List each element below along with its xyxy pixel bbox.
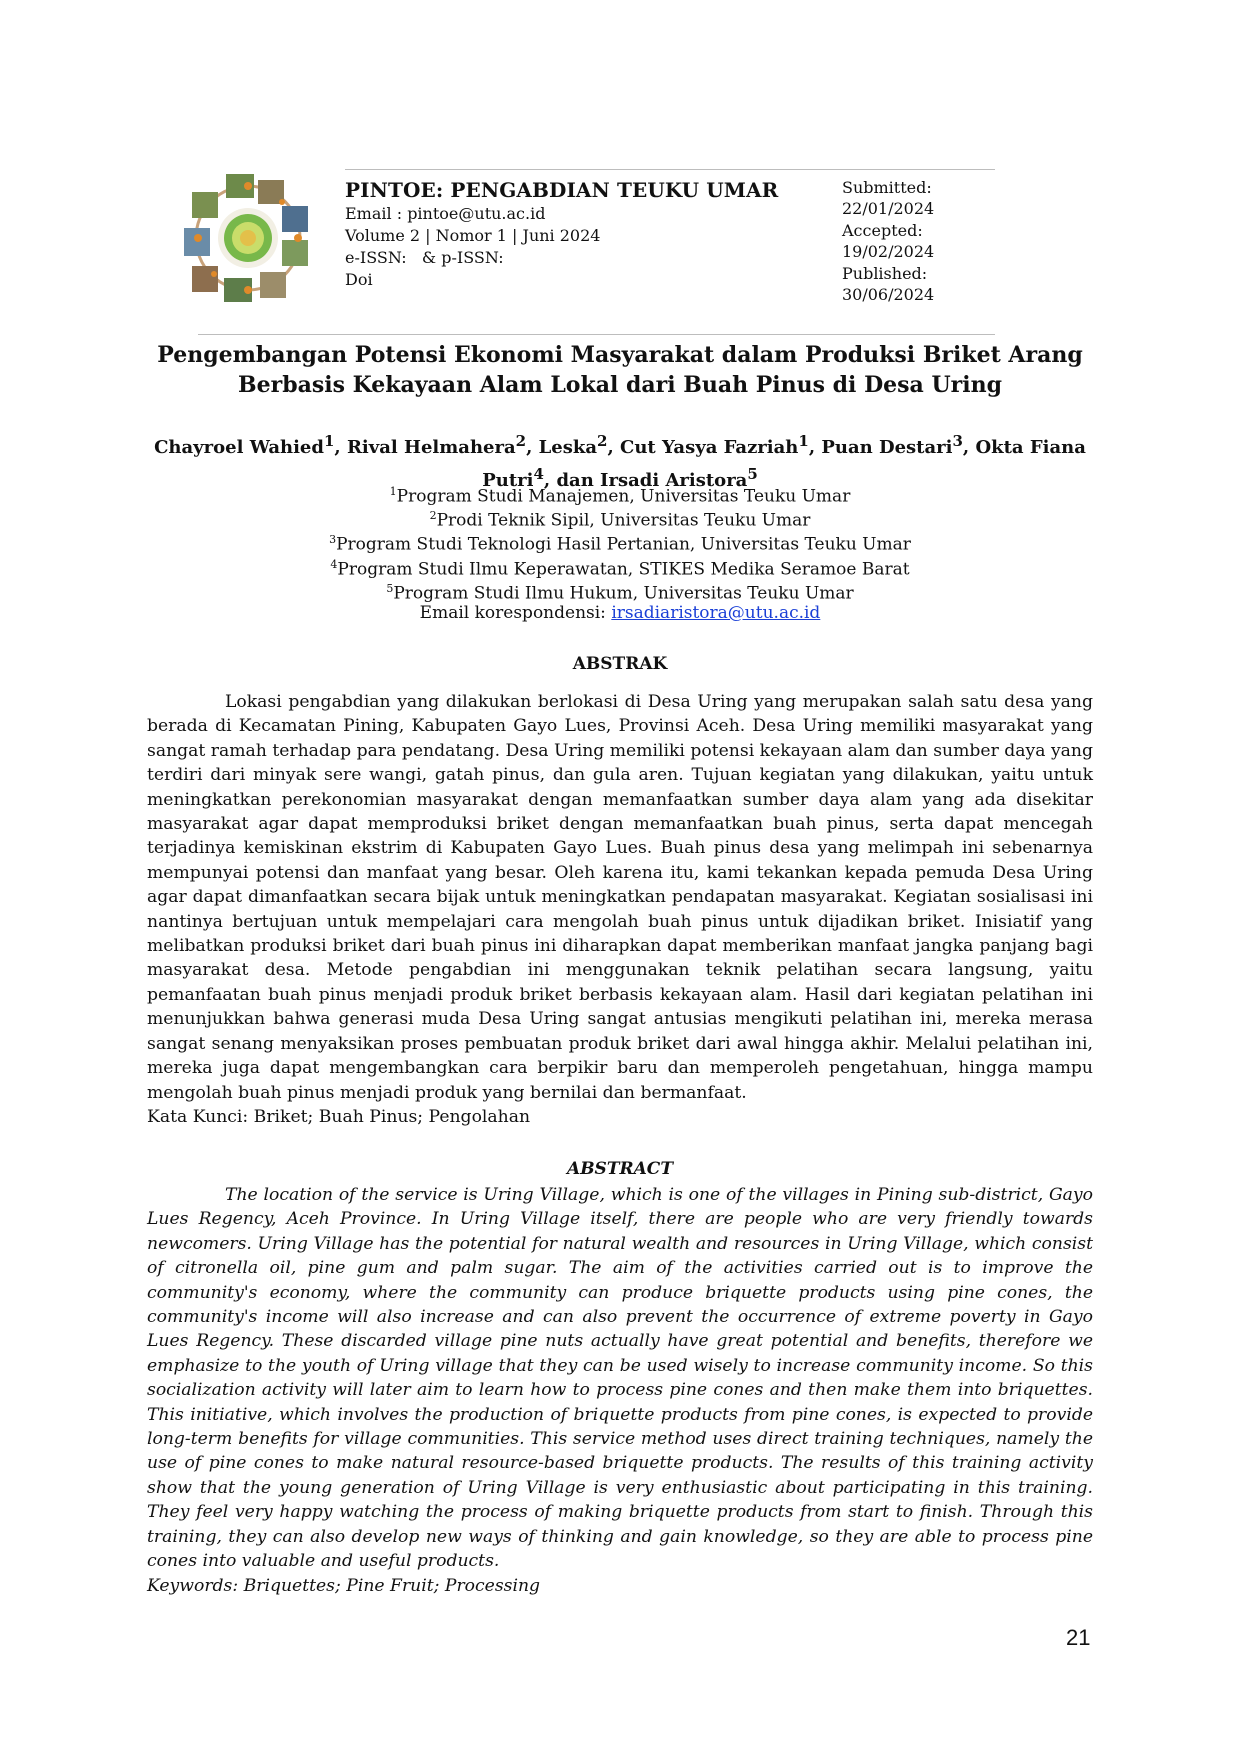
affiliation-text: Program Studi Teknologi Hasil Pertanian, Universitas Teuku Umar bbox=[336, 534, 911, 555]
journal-logo bbox=[178, 168, 318, 308]
abstract-keywords: Keywords: Briquettes; Pine Fruit; Processing bbox=[147, 1575, 541, 1596]
author-name: , Okta Fiana Putri bbox=[482, 437, 1086, 491]
header-top-rule bbox=[345, 169, 995, 170]
affiliation-5 bbox=[150, 579, 1090, 604]
published-date: 30/06/2024 bbox=[842, 285, 935, 304]
journal-volume: Volume 2 | Nomor 1 | Juni 2024 bbox=[345, 226, 601, 245]
correspondence-label: Email korespondensi: bbox=[419, 603, 612, 623]
submitted-date: 22/01/2024 bbox=[842, 199, 935, 218]
affiliation-text: Program Studi Ilmu Hukum, Universitas Teuku Umar bbox=[393, 583, 854, 604]
affiliation-text: Program Studi Manajemen, Universitas Teuku Umar bbox=[396, 486, 851, 507]
author-sup: 1 bbox=[798, 432, 809, 450]
abstract-body: The location of the service is Uring Village, which is one of the villages in Pining sub-district, Gayo Lues Regency, Aceh Province. In Uring Village itself, there are people who are very friendly towards newcomers. Uring Village has the potential for natural wealth and resources in Uring Village, which consist of citronella oil, pine gum and palm sugar. The aim of the activities carried out is to improve the community's economy, where the community can produce briquette products using pine cones, the community's income will also increase and can also prevent the occurrence of extreme poverty in Gayo Lues Regency. These discarded village pine nuts actually have great potential and benefits, therefore we emphasize to the youth of Uring village that they can be used wisely to increase community income. So this socialization activity will later aim to learn how to process pine cones and then make them into briquettes. This initiative, which involves the production of briquette products from pine cones, is expected to provide long-term benefits for village communities. This service method uses direct training techniques, namely the use of pine cones to make natural resource-based briquette products. The results of this training activity show that the young generation of Uring Village is very enthusiastic about participating in this training. They feel very happy watching the process of making briquette products from start to finish. Through this training, they can also develop new ways of thinking and gain knowledge, so they are able to process pine cones into valuable and useful products. bbox=[147, 1185, 1093, 1572]
correspondence bbox=[150, 603, 1090, 623]
affiliation-2 bbox=[150, 506, 1090, 531]
journal-title: PINTOE: PENGABDIAN TEUKU UMAR bbox=[345, 178, 779, 202]
accepted-date: 19/02/2024 bbox=[842, 242, 935, 261]
author-sup: 5 bbox=[747, 465, 758, 483]
affiliation-sup: 1 bbox=[389, 485, 397, 498]
abstrak-section bbox=[147, 690, 1093, 1129]
correspondence-email-link[interactable]: irsadiaristora@utu.ac.id bbox=[611, 603, 821, 623]
affiliation-sup: 2 bbox=[429, 509, 437, 522]
affiliation-3 bbox=[150, 530, 1090, 555]
author-sup: 3 bbox=[952, 432, 963, 450]
title-line-1: Pengembangan Potensi Ekonomi Masyarakat dalam Produksi Briket Arang bbox=[157, 342, 1083, 368]
abstrak-body: Lokasi pengabdian yang dilakukan berlokasi di Desa Uring yang merupakan salah satu desa yang berada di Kecamatan Pining, Kabupaten Gayo Lues, Provinsi Aceh. Desa Uring memiliki masyarakat yang sangat ramah terhadap para pendatang. Desa Uring memiliki potensi kekayaan alam dan sumber daya yang terdiri dari minyak sere wangi, gatah pinus, dan gula aren. Tujuan kegiatan yang dilakukan, yaitu untuk meningkatkan perekonomian masyarakat dengan memanfaatkan sumber daya alam yang ada disekitar masyarakat agar dapat memproduksi briket dengan memanfaatkan buah pinus, serta dapat mencegah terjadinya kemiskinan ekstrim di Kabupaten Gayo Lues. Buah pinus desa yang melimpah ini sebenarnya mempunyai potensi dan manfaat yang besar. Oleh karena itu, kami tekankan kepada pemuda Desa Uring agar dapat dimanfaatkan secara bijak untuk meningkatkan pendapatan masyarakat. Kegiatan sosialisasi ini nantinya bertujuan untuk mempelajari cara mengolah buah pinus untuk dijadikan briket. Inisiatif yang melibatkan produksi briket dari buah pinus ini diharapkan dapat memberikan manfaat jangka panjang bagi masyarakat desa. Metode pengabdian ini menggunakan teknik pelatihan secara langsung, yaitu pemanfaatan buah pinus menjadi produk briket berbasis kekayaan alam. Hasil dari kegiatan pelatihan ini menunjukkan bahwa generasi muda Desa Uring sangat antusias mengikuti pelatihan ini, mereka merasa sangat senang menyaksikan proses pembuatan produk briket dari awal hingga akhir. Melalui pelatihan ini, mereka juga dapat mengembangkan cara berpikir baru dan memperoleh pengetahuan, hingga mampu mengolah buah pinus menjadi produk yang bernilai dan bermanfaat. bbox=[147, 692, 1093, 1103]
journal-issn: e-ISSN: & p-ISSN: bbox=[345, 248, 504, 267]
affiliation-sup: 3 bbox=[329, 533, 337, 546]
abstract-section bbox=[147, 1183, 1093, 1598]
affiliation-text: Prodi Teknik Sipil, Universitas Teuku Umar bbox=[436, 510, 811, 531]
abstract-heading: ABSTRACT bbox=[567, 1159, 673, 1179]
accepted-label: Accepted: bbox=[842, 221, 923, 240]
abstrak-heading: ABSTRAK bbox=[572, 654, 668, 674]
author-name: , Cut Yasya Fazriah bbox=[607, 437, 799, 458]
abstrak-keywords: Kata Kunci: Briket; Buah Pinus; Pengolahan bbox=[147, 1106, 531, 1127]
author-name: , Leska bbox=[526, 437, 598, 458]
published-label: Published: bbox=[842, 264, 928, 283]
author-name: , Puan Destari bbox=[808, 437, 953, 458]
paper-title bbox=[150, 340, 1090, 400]
author-sup: 2 bbox=[515, 432, 527, 450]
affiliation-text: Program Studi Ilmu Keperawatan, STIKES Medika Seramoe Barat bbox=[337, 559, 910, 580]
submitted-label: Submitted: bbox=[842, 178, 932, 197]
title-line-2: Berbasis Kekayaan Alam Lokal dari Buah Pinus di Desa Uring bbox=[238, 372, 1002, 398]
author-name: , Rival Helmahera bbox=[334, 437, 516, 458]
affiliation-sup: 5 bbox=[386, 582, 394, 595]
header-bottom-rule bbox=[198, 334, 995, 335]
author-sup: 1 bbox=[323, 432, 335, 450]
author-sup: 2 bbox=[597, 432, 608, 450]
page-number: 21 bbox=[1066, 1625, 1091, 1650]
affiliation-4 bbox=[150, 555, 1090, 580]
journal-doi: Doi bbox=[345, 270, 373, 289]
affiliation-1 bbox=[150, 482, 1090, 507]
author-name: , dan Irsadi Aristora bbox=[543, 470, 748, 491]
author-name: Chayroel Wahied bbox=[154, 437, 324, 458]
affiliation-sup: 4 bbox=[330, 558, 338, 571]
journal-email: Email : pintoe@utu.ac.id bbox=[345, 204, 546, 223]
author-sup: 4 bbox=[533, 465, 544, 483]
